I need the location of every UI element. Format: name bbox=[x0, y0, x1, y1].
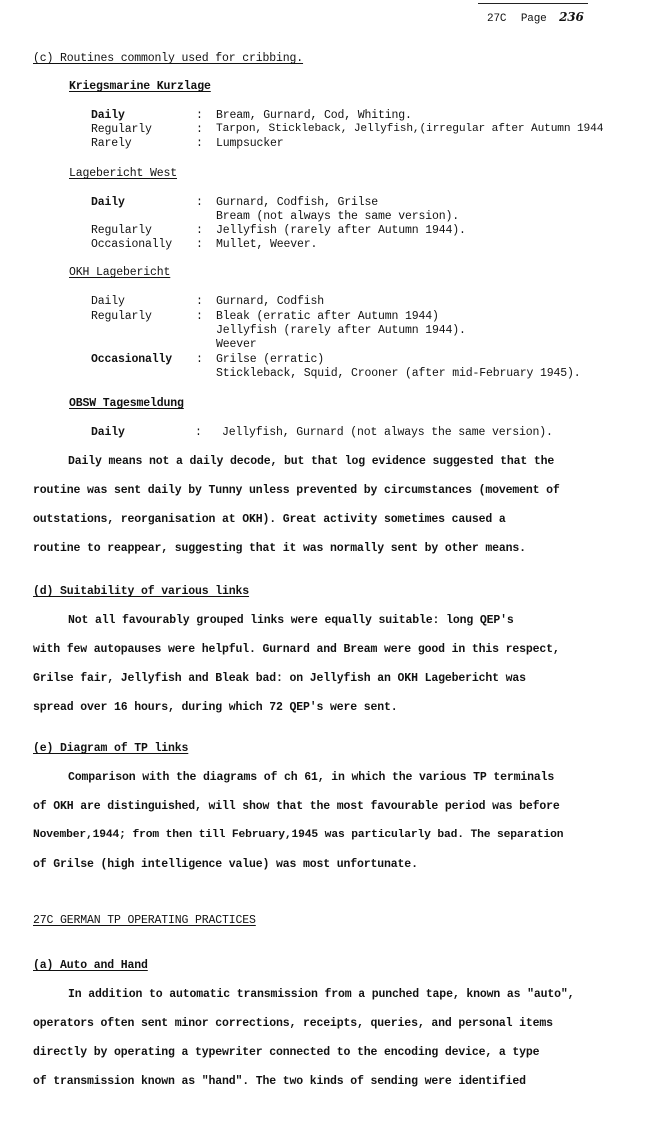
row-value: Bream (not always the same version). bbox=[216, 210, 460, 223]
paragraph-line: In addition to automatic transmission from a punched tape, known as "auto", bbox=[68, 988, 575, 1001]
row-colon: : bbox=[196, 123, 203, 136]
row-value: Weever bbox=[216, 338, 257, 351]
row-label: Regularly bbox=[91, 310, 152, 323]
paragraph-line: routine was sent daily by Tunny unless prevented by circumstances (movement of bbox=[33, 484, 560, 497]
paragraph-line: November,1944; from then till February,1945 was particularly bad. The separation bbox=[33, 829, 564, 841]
paragraph-line: operators often sent minor corrections, receipts, queries, and personal items bbox=[33, 1017, 553, 1030]
row-colon: : bbox=[196, 353, 203, 366]
row-value: Lumpsucker bbox=[216, 137, 284, 150]
row-value: Bream, Gurnard, Cod, Whiting. bbox=[216, 109, 412, 122]
row-label: Daily bbox=[91, 426, 125, 439]
row-value: Stickleback, Squid, Crooner (after mid-February 1945). bbox=[216, 367, 581, 380]
section-e-heading: (e) Diagram of TP links bbox=[33, 742, 189, 755]
row-label: Rarely bbox=[91, 137, 132, 150]
row-label: Daily bbox=[91, 109, 125, 122]
row-value: Jellyfish (rarely after Autumn 1944). bbox=[216, 324, 466, 337]
paragraph-line: of Grilse (high intelligence value) was most unfortunate. bbox=[33, 858, 418, 871]
section-d-heading: (d) Suitability of various links bbox=[33, 585, 250, 598]
paragraph-line: Comparison with the diagrams of ch 61, in which the various TP terminals bbox=[68, 771, 555, 784]
row-colon: : bbox=[196, 310, 203, 323]
header-rule bbox=[478, 3, 588, 4]
row-colon: : bbox=[196, 295, 203, 308]
paragraph-line: outstations, reorganisation at OKH). Great activity sometimes caused a bbox=[33, 513, 506, 526]
paragraph-line: with few autopauses were helpful. Gurnard and Bream were good in this respect, bbox=[33, 643, 560, 656]
group-title-obsw-tagesmeldung: OBSW Tagesmeldung bbox=[69, 397, 184, 410]
paragraph-line: Daily means not a daily decode, but that log evidence suggested that the bbox=[68, 455, 555, 468]
paragraph-line: Grilse fair, Jellyfish and Bleak bad: on Jellyfish an OKH Lagebericht was bbox=[33, 672, 526, 685]
paragraph-line: directly by operating a typewriter connected to the encoding device, a type bbox=[33, 1046, 540, 1059]
row-value: Tarpon, Stickleback, Jellyfish,(irregular after Autumn 1944 bbox=[216, 123, 604, 135]
paragraph-line: routine to reappear, suggesting that it was normally sent by other means. bbox=[33, 542, 526, 555]
row-value: Gurnard, Codfish, Grilse bbox=[216, 196, 379, 209]
section-27c-heading: 27C GERMAN TP OPERATING PRACTICES bbox=[33, 914, 256, 927]
row-colon: : bbox=[196, 196, 203, 209]
group-title-kriegsmarine: Kriegsmarine Kurzlage bbox=[69, 80, 211, 93]
row-colon: : bbox=[196, 109, 203, 122]
paragraph-line: of OKH are distinguished, will show that the most favourable period was before bbox=[33, 800, 560, 813]
page-header bbox=[487, 10, 584, 25]
row-label: Daily bbox=[91, 196, 125, 209]
page-number: 236 bbox=[559, 10, 584, 24]
section-27c-a-heading: (a) Auto and Hand bbox=[33, 959, 148, 972]
row-value: Bleak (erratic after Autumn 1944) bbox=[216, 310, 439, 323]
page-ref: 27C bbox=[487, 13, 507, 25]
paragraph-line: spread over 16 hours, during which 72 QEP's were sent. bbox=[33, 701, 398, 714]
row-colon: : bbox=[195, 426, 202, 439]
section-c-heading: (c) Routines commonly used for cribbing. bbox=[33, 52, 304, 65]
row-colon: : bbox=[196, 224, 203, 237]
page-word: Page bbox=[520, 13, 547, 25]
group-title-lagebericht-west: Lagebericht West bbox=[69, 167, 178, 180]
row-label: Daily bbox=[91, 295, 125, 308]
paragraph-line: of transmission known as "hand". The two kinds of sending were identified bbox=[33, 1075, 526, 1088]
row-value: Grilse (erratic) bbox=[216, 353, 325, 366]
row-label: Occasionally bbox=[91, 238, 173, 251]
row-label: Regularly bbox=[91, 123, 152, 136]
paragraph-line: Not all favourably grouped links were equally suitable: long QEP's bbox=[68, 614, 514, 627]
row-value: Gurnard, Codfish bbox=[216, 295, 325, 308]
row-colon: : bbox=[196, 238, 203, 251]
row-label: Occasionally bbox=[91, 353, 173, 366]
row-value: Mullet, Weever. bbox=[216, 238, 318, 251]
row-colon: : bbox=[196, 137, 203, 150]
row-value: Jellyfish (rarely after Autumn 1944). bbox=[216, 224, 466, 237]
group-title-okh-lagebericht: OKH Lagebericht bbox=[69, 266, 171, 279]
row-label: Regularly bbox=[91, 224, 152, 237]
row-value: Jellyfish, Gurnard (not always the same version). bbox=[222, 426, 553, 439]
